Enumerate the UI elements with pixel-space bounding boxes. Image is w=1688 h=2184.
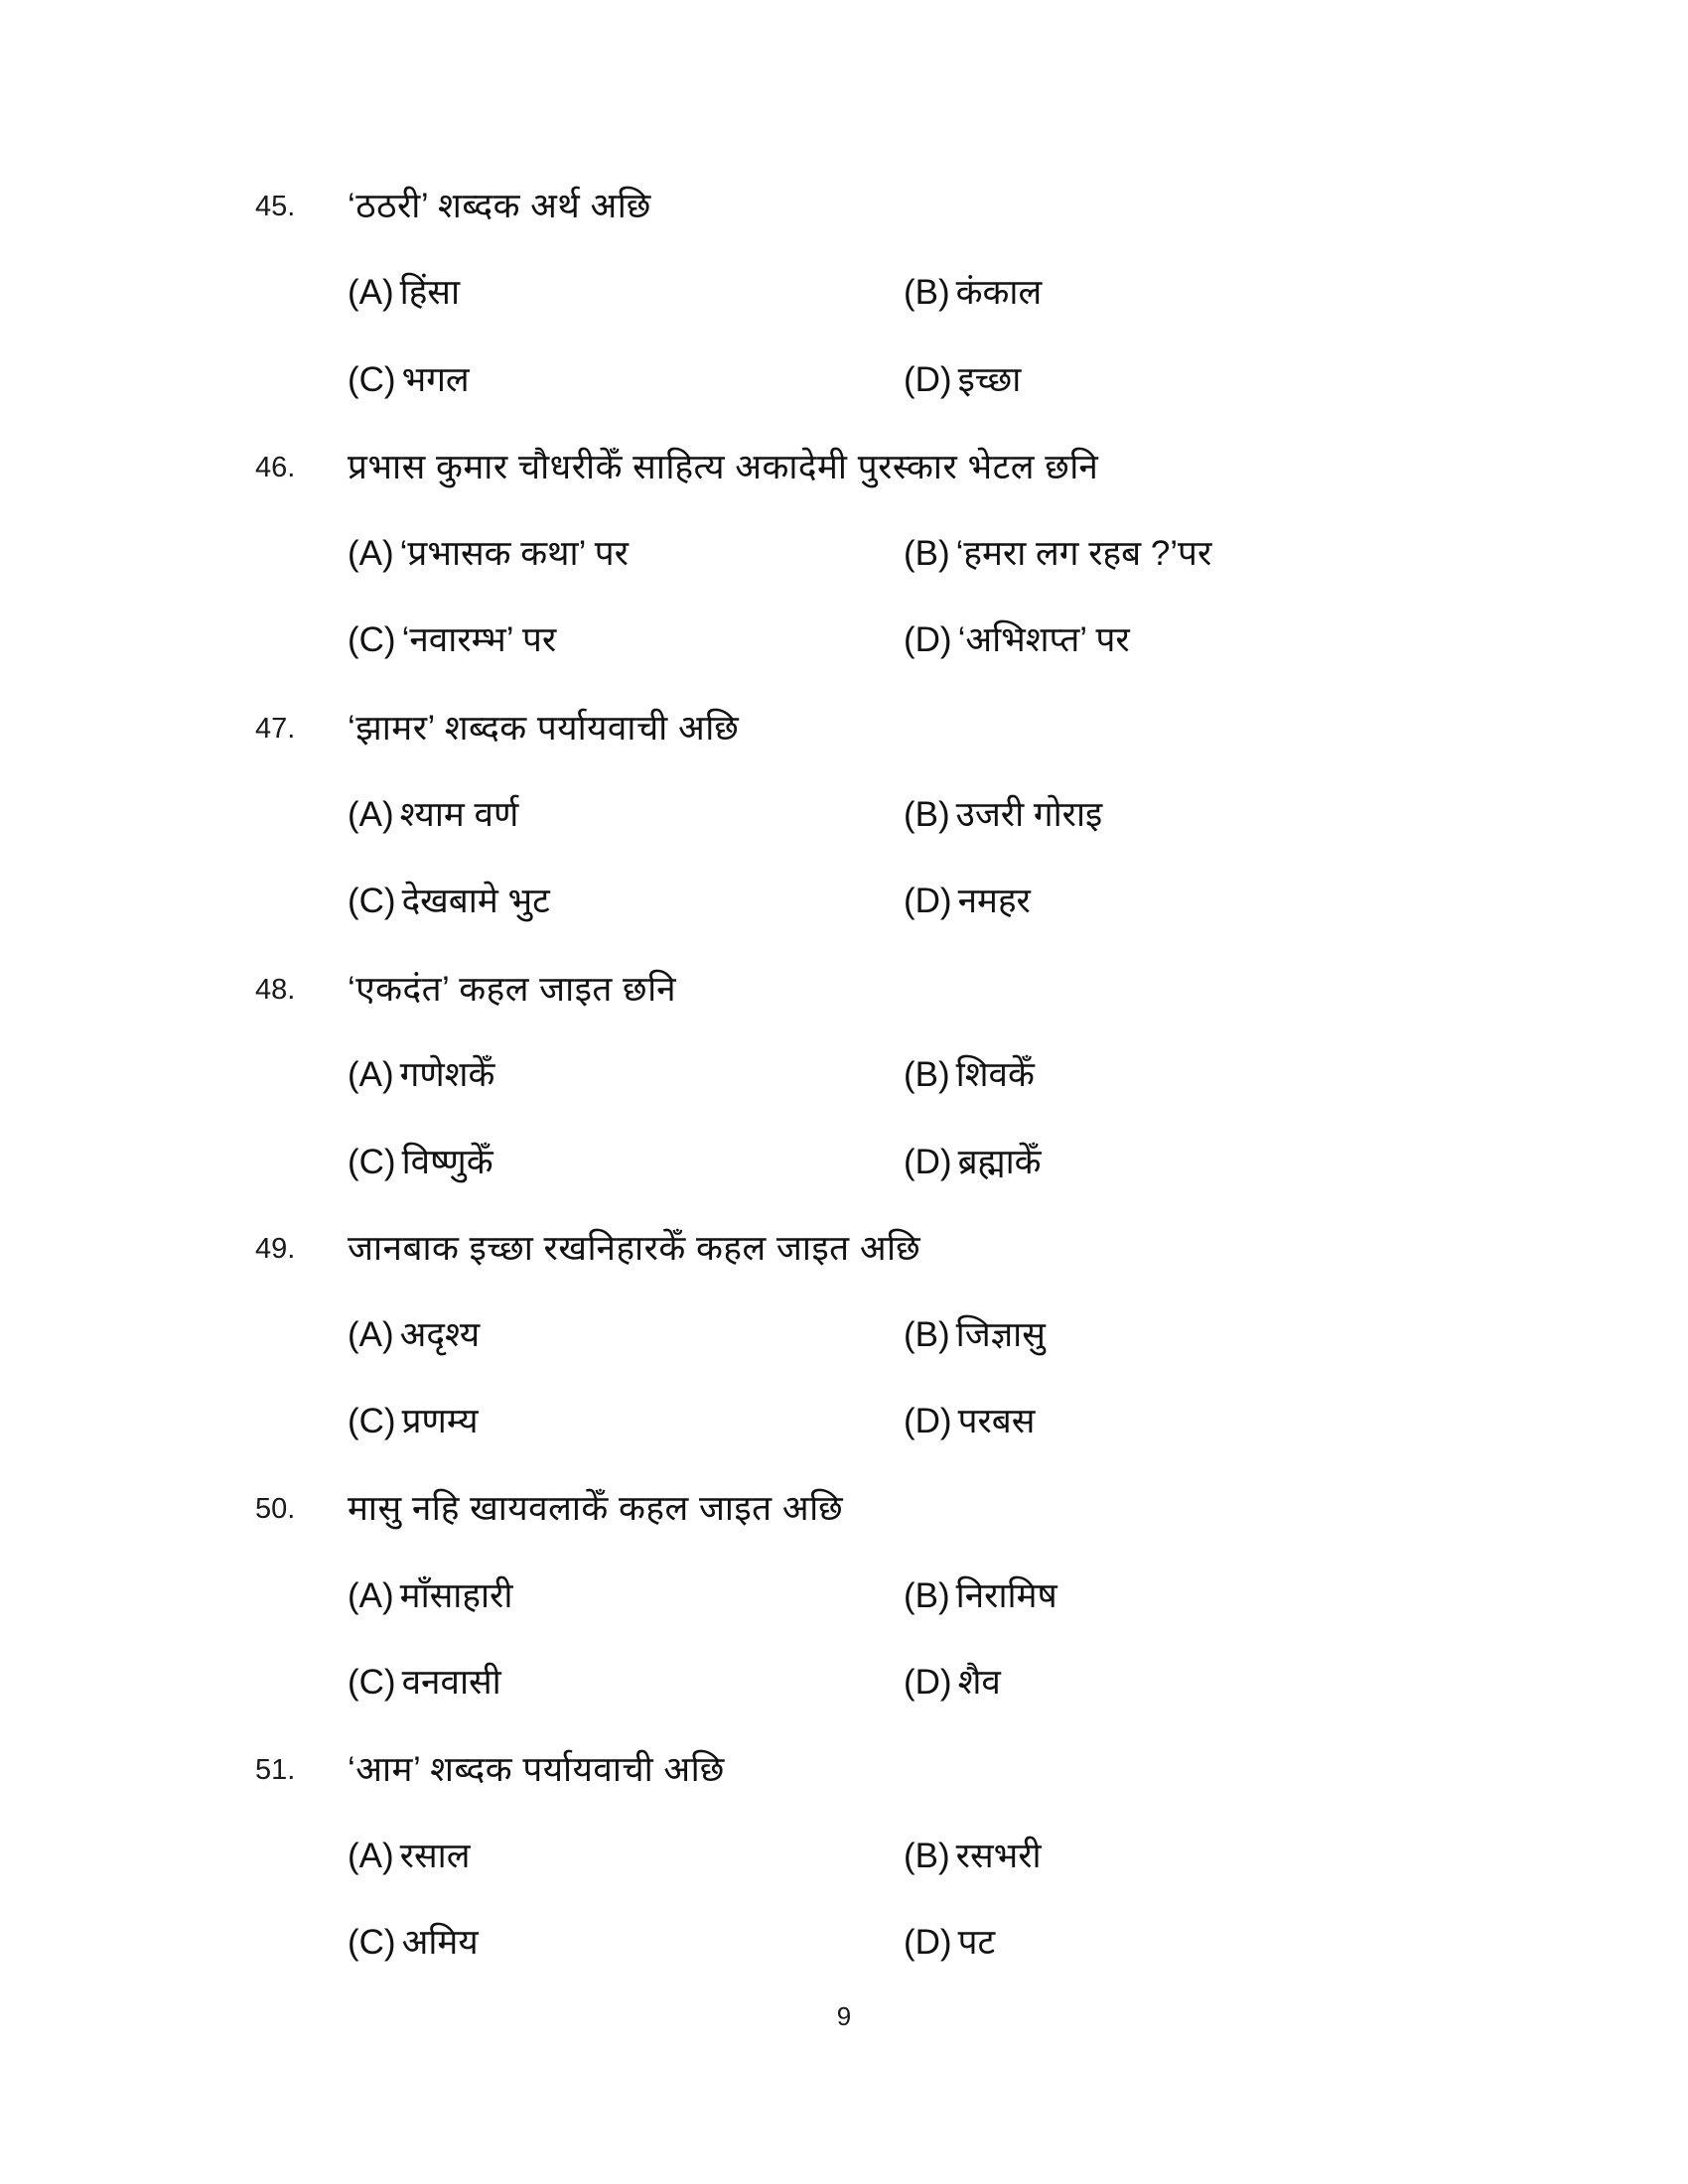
options-row — [0, 790, 1688, 840]
question-number: 48. — [255, 974, 296, 1006]
option-b — [904, 268, 1042, 318]
option-text: जिज्ञासु — [955, 1315, 1046, 1354]
options-row — [0, 1138, 1688, 1187]
option-label: (B) — [904, 795, 950, 834]
option-label: (D) — [904, 1663, 952, 1702]
option-a — [348, 268, 460, 318]
option-label: (C) — [348, 1143, 396, 1181]
option-b — [904, 1310, 1046, 1360]
option-d — [904, 1658, 1001, 1707]
option-b — [904, 790, 1102, 840]
option-text: भगल — [401, 360, 470, 399]
option-text: परबस — [957, 1402, 1036, 1440]
option-text: ब्रह्माकेँ — [957, 1143, 1042, 1181]
option-b — [904, 1571, 1057, 1621]
options-row — [0, 268, 1688, 318]
options-row — [0, 615, 1688, 665]
question-number: 49. — [255, 1233, 296, 1265]
question-48 — [0, 965, 1688, 1015]
option-label: (A) — [348, 1576, 394, 1615]
option-label: (A) — [348, 534, 394, 573]
question-text: ‘आम’ शब्दक पर्यायवाची अछि — [348, 1750, 725, 1789]
options-row — [0, 1658, 1688, 1707]
option-text: ‘प्रभासक कथा’ पर — [399, 534, 629, 573]
option-c — [348, 1138, 493, 1187]
option-d — [904, 1138, 1042, 1187]
option-a — [348, 1050, 494, 1100]
option-c — [348, 1918, 479, 1968]
question-50 — [0, 1484, 1688, 1534]
option-a — [348, 1832, 470, 1881]
option-text: हिंसा — [399, 273, 461, 312]
option-label: (A) — [348, 1315, 394, 1354]
option-c — [348, 877, 550, 926]
option-label: (A) — [348, 1055, 394, 1094]
option-label: (D) — [904, 1143, 952, 1181]
option-d — [904, 1918, 995, 1968]
option-label: (C) — [348, 360, 396, 399]
option-text: देखबामे भुट — [401, 882, 550, 920]
option-c — [348, 355, 470, 405]
option-a — [348, 529, 629, 579]
option-label: (C) — [348, 1402, 396, 1440]
option-label: (C) — [348, 882, 396, 920]
option-text: शैव — [957, 1663, 1001, 1702]
option-label: (B) — [904, 534, 950, 573]
option-text: वनवासी — [401, 1663, 501, 1702]
options-row — [0, 1050, 1688, 1100]
option-b — [904, 1050, 1035, 1100]
option-c — [348, 1658, 501, 1707]
option-text: श्याम वर्ण — [399, 795, 519, 834]
option-text: नमहर — [957, 882, 1031, 920]
option-c — [348, 615, 556, 665]
option-c — [348, 1397, 479, 1446]
options-row — [0, 1397, 1688, 1446]
question-number: 47. — [255, 713, 296, 745]
option-text: कंकाल — [955, 273, 1043, 312]
option-label: (A) — [348, 795, 394, 834]
question-text: मासु नहि खायवलाकेँ कहल जाइत अछि — [348, 1489, 844, 1528]
option-label: (C) — [348, 1923, 396, 1962]
question-51 — [0, 1745, 1688, 1795]
option-a — [348, 1310, 480, 1360]
option-a — [348, 1571, 512, 1621]
question-number: 46. — [255, 452, 296, 483]
option-text: पट — [957, 1923, 996, 1962]
option-text: प्रणम्य — [401, 1402, 479, 1440]
question-text: प्रभास कुमार चौधरीकेँ साहित्य अकादेमी पुरस्कार भेटल छनि — [348, 448, 1099, 486]
option-text: ‘अभिशप्त’ पर — [957, 620, 1130, 659]
options-row — [0, 355, 1688, 405]
question-45 — [0, 182, 1688, 231]
option-label: (D) — [904, 1402, 952, 1440]
question-number: 45. — [255, 191, 296, 222]
options-row — [0, 529, 1688, 579]
option-text: ‘हमरा लग रहब ?’पर — [955, 534, 1212, 573]
options-row — [0, 1918, 1688, 1968]
option-b — [904, 1832, 1042, 1881]
question-text: ‘एकदंत’ कहल जाइत छनि — [348, 970, 677, 1009]
options-row — [0, 1571, 1688, 1621]
option-text: विष्णुकेँ — [401, 1143, 493, 1181]
option-text: रसाल — [399, 1837, 471, 1875]
option-a — [348, 790, 518, 840]
question-49 — [0, 1224, 1688, 1274]
option-text: माँसाहारी — [399, 1576, 513, 1615]
question-number: 50. — [255, 1493, 296, 1525]
option-text: शिवकेँ — [955, 1055, 1035, 1094]
question-text: ‘झामर’ शब्दक पर्यायवाची अछि — [348, 709, 740, 748]
option-label: (B) — [904, 1315, 950, 1354]
options-row — [0, 877, 1688, 926]
option-b — [904, 529, 1211, 579]
question-46 — [0, 443, 1688, 492]
option-label: (D) — [904, 882, 952, 920]
option-label: (B) — [904, 1837, 950, 1875]
option-d — [904, 877, 1031, 926]
option-label: (C) — [348, 1663, 396, 1702]
option-text: उजरी गोराइ — [955, 795, 1103, 834]
question-text: ‘ठठरी’ शब्दक अर्थ अछि — [348, 187, 651, 225]
option-text: अमिय — [401, 1923, 479, 1962]
option-label: (D) — [904, 620, 952, 659]
question-text: जानबाक इच्छा रखनिहारकेँ कहल जाइत अछि — [348, 1229, 921, 1268]
option-label: (A) — [348, 273, 394, 312]
option-label: (A) — [348, 1837, 394, 1875]
options-row — [0, 1832, 1688, 1881]
page-number: 9 — [836, 2001, 852, 2031]
option-text: इच्छा — [957, 360, 1022, 399]
option-text: ‘नवारम्भ’ पर — [401, 620, 557, 659]
option-d — [904, 355, 1021, 405]
option-label: (D) — [904, 1923, 952, 1962]
option-label: (D) — [904, 360, 952, 399]
option-label: (C) — [348, 620, 396, 659]
question-47 — [0, 704, 1688, 753]
option-label: (B) — [904, 1576, 950, 1615]
option-label: (B) — [904, 1055, 950, 1094]
options-row — [0, 1310, 1688, 1360]
option-d — [904, 615, 1130, 665]
option-label: (B) — [904, 273, 950, 312]
option-text: अदृश्य — [399, 1315, 481, 1354]
question-number: 51. — [255, 1754, 296, 1786]
option-d — [904, 1397, 1035, 1446]
option-text: गणेशकेँ — [399, 1055, 495, 1094]
option-text: रसभरी — [955, 1837, 1042, 1875]
option-text: निरामिष — [955, 1576, 1057, 1615]
